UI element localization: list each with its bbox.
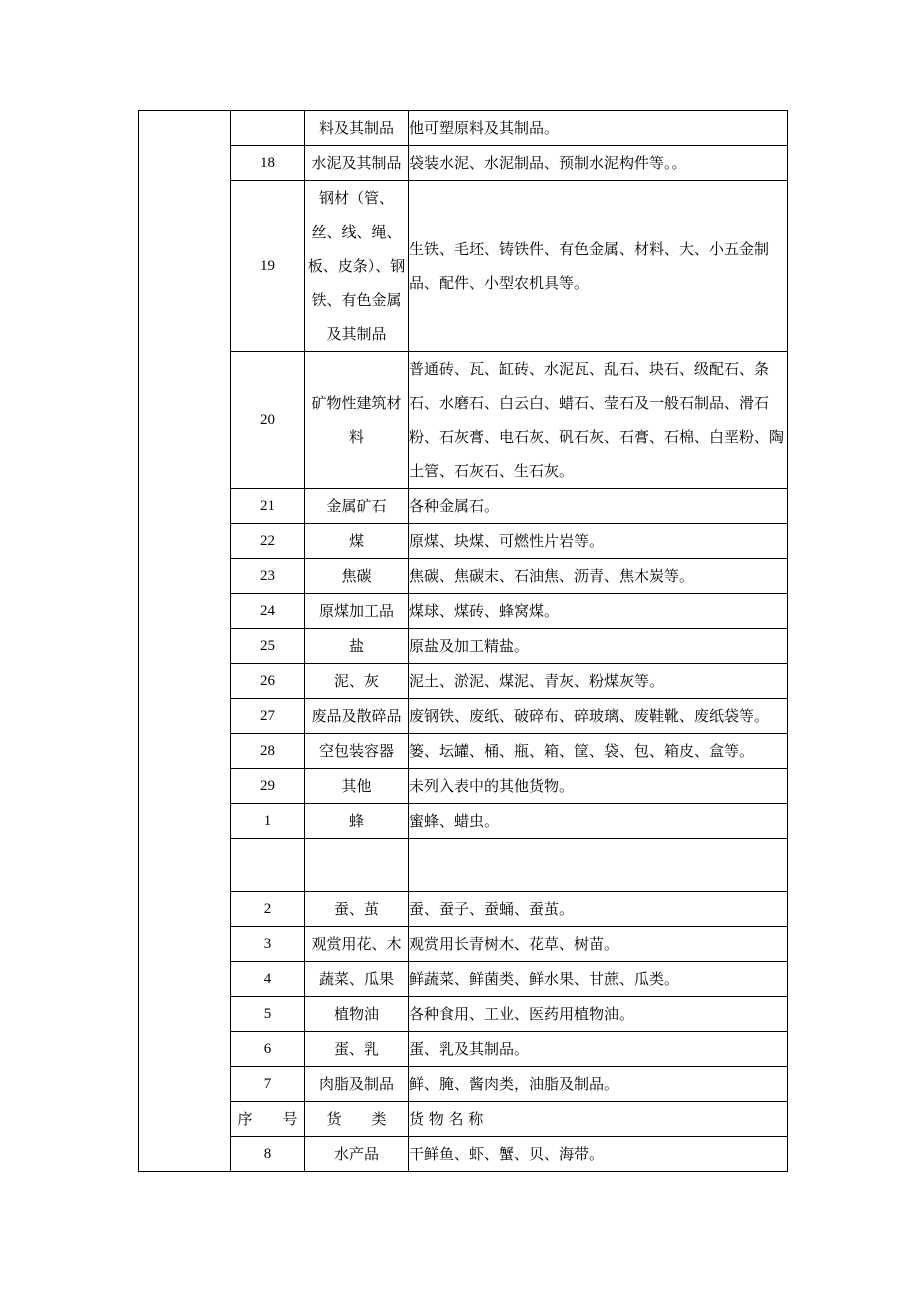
table-row [139,1137,788,1172]
row-category: 矿物性建筑材料 [305,352,409,489]
row-items: 鲜、腌、酱肉类，油脂及制品。 [409,1067,788,1102]
row-items: 蛋、乳及其制品。 [409,1032,788,1067]
row-number: 27 [231,699,305,734]
row-items: 焦碳、焦碳末、石油焦、沥青、焦木炭等。 [409,559,788,594]
table-row [139,111,788,146]
table-row [139,699,788,734]
table-row [139,1032,788,1067]
table-row [139,839,788,892]
row-number: 7 [231,1067,305,1102]
row-category: 其他 [305,769,409,804]
row-number: 19 [231,181,305,352]
table-row [139,594,788,629]
table-row [139,181,788,352]
row-number [231,111,305,146]
row-number: 2 [231,892,305,927]
row-items: 各种金属石。 [409,489,788,524]
row-items: 废钢铁、废纸、破碎布、碎玻璃、废鞋靴、废纸袋等。 [409,699,788,734]
row-number: 5 [231,997,305,1032]
row-items: 生铁、毛坯、铸铁件、有色金属、材料、大、小五金制品、配件、小型农机具等。 [409,181,788,352]
row-number: 25 [231,629,305,664]
table-header-row [139,1102,788,1137]
row-category: 泥、灰 [305,664,409,699]
table-row [139,962,788,997]
table-row [139,734,788,769]
row-number [231,839,305,892]
row-number: 23 [231,559,305,594]
row-number: 1 [231,804,305,839]
row-category: 盐 [305,629,409,664]
row-number: 20 [231,352,305,489]
header-items: 货 物 名 称 [409,1102,788,1137]
row-category [305,839,409,892]
row-category: 空包装容器 [305,734,409,769]
row-category: 观赏用花、木 [305,927,409,962]
row-category: 植物油 [305,997,409,1032]
row-category: 钢材（管、丝、线、绳、板、皮条）、钢铁、有色金属及其制品 [305,181,409,352]
row-items: 鲜蔬菜、鲜菌类、鲜水果、甘蔗、瓜类。 [409,962,788,997]
row-number: 6 [231,1032,305,1067]
row-category: 蔬菜、瓜果 [305,962,409,997]
row-category: 水产品 [305,1137,409,1172]
row-items: 各种食用、工业、医药用植物油。 [409,997,788,1032]
row-number: 26 [231,664,305,699]
header-number: 序 号 [231,1102,305,1137]
row-category: 废品及散碎品 [305,699,409,734]
table-row [139,804,788,839]
row-category: 蛋、乳 [305,1032,409,1067]
row-items: 原盐及加工精盐。 [409,629,788,664]
row-number: 18 [231,146,305,181]
row-category: 水泥及其制品 [305,146,409,181]
left-blank-column [139,111,231,1172]
row-number: 22 [231,524,305,559]
row-items: 未列入表中的其他货物。 [409,769,788,804]
table-row [139,352,788,489]
row-category: 料及其制品 [305,111,409,146]
row-items: 原煤、块煤、可燃性片岩等。 [409,524,788,559]
row-items: 他可塑原料及其制品。 [409,111,788,146]
row-category: 焦碳 [305,559,409,594]
goods-classification-table [138,110,788,1172]
row-number: 3 [231,927,305,962]
table-row [139,1067,788,1102]
row-category: 蜂 [305,804,409,839]
row-items: 煤球、煤砖、蜂窝煤。 [409,594,788,629]
table-row [139,489,788,524]
row-number: 4 [231,962,305,997]
row-items: 袋装水泥、水泥制品、预制水泥构件等。。 [409,146,788,181]
row-items: 观赏用长青树木、花草、树苗。 [409,927,788,962]
table-row [139,892,788,927]
row-category: 煤 [305,524,409,559]
row-category: 金属矿石 [305,489,409,524]
row-category: 蚕、茧 [305,892,409,927]
row-number: 24 [231,594,305,629]
row-items: 普通砖、瓦、缸砖、水泥瓦、乱石、块石、级配石、条石、水磨石、白云白、蜡石、莹石及一般石制品、滑石粉、石灰膏、电石灰、矾石灰、石膏、石棉、白垩粉、陶土管、石灰石、生石灰。 [409,352,788,489]
table-row [139,927,788,962]
row-number: 28 [231,734,305,769]
row-category: 原煤加工品 [305,594,409,629]
table-row [139,997,788,1032]
table-row [139,559,788,594]
row-items: 篓、坛罐、桶、瓶、箱、筐、袋、包、箱皮、盒等。 [409,734,788,769]
table-row [139,664,788,699]
row-items: 泥土、淤泥、煤泥、青灰、粉煤灰等。 [409,664,788,699]
row-items: 蚕、蚕子、蚕蛹、蚕茧。 [409,892,788,927]
row-items: 蜜蜂、蜡虫。 [409,804,788,839]
table-row [139,769,788,804]
row-items [409,839,788,892]
row-items: 干鲜鱼、虾、蟹、贝、海带。 [409,1137,788,1172]
row-category: 肉脂及制品 [305,1067,409,1102]
row-number: 21 [231,489,305,524]
table-row [139,146,788,181]
table-row [139,524,788,559]
row-number: 29 [231,769,305,804]
row-number: 8 [231,1137,305,1172]
header-category: 货 类 [305,1102,409,1137]
table-row [139,629,788,664]
